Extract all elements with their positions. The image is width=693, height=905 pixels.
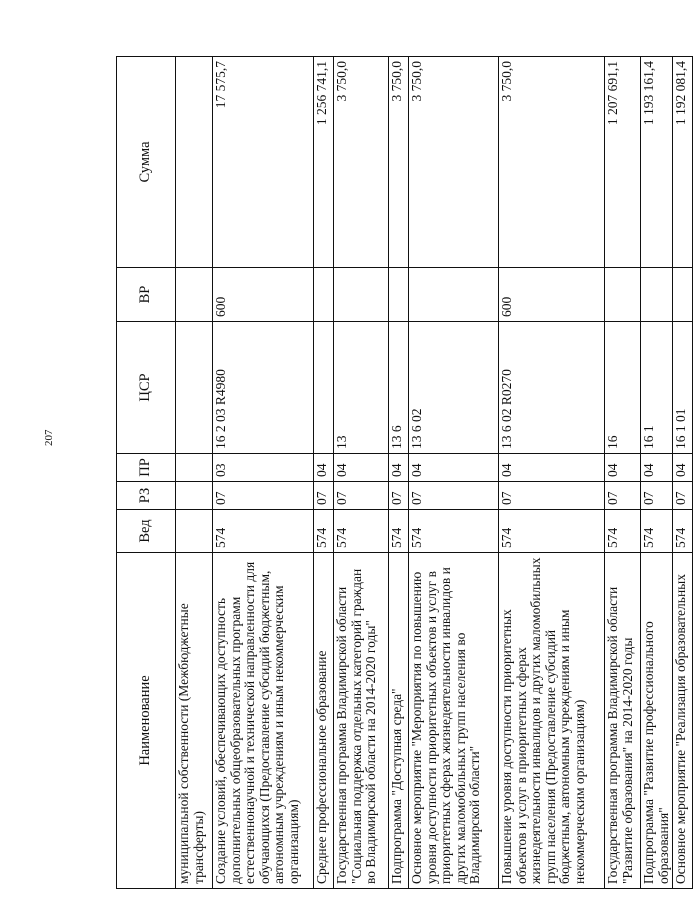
row-vr xyxy=(641,268,673,322)
row-pr xyxy=(176,454,213,482)
row-ved: 574 xyxy=(389,510,409,553)
row-rz xyxy=(176,482,213,510)
row-name: Государственная программа Владимирской области "Социальная поддержка отдельных категорий граждан во Владимирской области на 2014-2020 годы" xyxy=(334,553,389,889)
row-ved: 574 xyxy=(314,510,334,553)
row-pr: 04 xyxy=(605,454,641,482)
row-ved: 574 xyxy=(605,510,641,553)
row-vr xyxy=(334,268,389,322)
row-vr xyxy=(314,268,334,322)
header-csr: ЦСР xyxy=(117,322,176,454)
row-name: Создание условий, обеспечивающих доступность дополнительных общеобразовательных программ естественнонаучной и технической направленности для обучающихся (Предоставление субсидий бюджетным, автономным учреждениям и иным некоммерческим организациям) xyxy=(213,553,314,889)
row-csr: 16 1 01 xyxy=(673,322,693,454)
row-rz: 07 xyxy=(314,482,334,510)
row-sum: 3 750,0 xyxy=(334,57,389,268)
table-row xyxy=(499,57,605,889)
row-csr xyxy=(314,322,334,454)
row-csr: 13 6 02 R0270 xyxy=(499,322,605,454)
row-name: Подпрограмма "Развитие профессионального образования" xyxy=(641,553,673,889)
row-name: Повышение уровня доступности приоритетных объектов и услуг в приоритетных сферах жизнедеятельности инвалидов и других маломобильных групп населения (Предоставление субсидий бюджетным, автономным учреждениям и иным некоммерческим организациям) xyxy=(499,553,605,889)
row-pr: 04 xyxy=(409,454,499,482)
row-ved xyxy=(176,510,213,553)
row-vr xyxy=(673,268,693,322)
table-row xyxy=(605,57,641,889)
row-csr xyxy=(176,322,213,454)
row-rz: 07 xyxy=(499,482,605,510)
budget-table xyxy=(116,56,693,889)
header-ved: Вед xyxy=(117,510,176,553)
row-rz: 07 xyxy=(605,482,641,510)
page-number: 207 xyxy=(43,429,55,446)
row-pr: 04 xyxy=(673,454,693,482)
row-vr: 600 xyxy=(499,268,605,322)
row-name: муниципальной собственности (Межбюджетные трансферты) xyxy=(176,553,213,889)
row-rz: 07 xyxy=(389,482,409,510)
table-row xyxy=(389,57,409,889)
table-row xyxy=(409,57,499,889)
row-sum xyxy=(176,57,213,268)
row-sum: 3 750,0 xyxy=(389,57,409,268)
row-vr: 600 xyxy=(213,268,314,322)
row-csr: 13 xyxy=(334,322,389,454)
table-row xyxy=(314,57,334,889)
row-vr xyxy=(605,268,641,322)
row-name: Среднее профессиональное образование xyxy=(314,553,334,889)
header-row xyxy=(117,57,176,889)
table-row xyxy=(213,57,314,889)
row-rz: 07 xyxy=(409,482,499,510)
row-pr: 04 xyxy=(334,454,389,482)
row-sum: 1 193 161,4 xyxy=(641,57,673,268)
row-name: Основное мероприятие "Реализация образовательных xyxy=(673,553,693,889)
table-row xyxy=(673,57,693,889)
row-pr: 04 xyxy=(314,454,334,482)
table-row xyxy=(334,57,389,889)
row-ved: 574 xyxy=(673,510,693,553)
row-vr xyxy=(176,268,213,322)
header-name: Наименование xyxy=(117,553,176,889)
row-csr: 13 6 02 xyxy=(409,322,499,454)
table-row xyxy=(641,57,673,889)
header-pr: ПР xyxy=(117,454,176,482)
row-csr: 16 2 03 R4980 xyxy=(213,322,314,454)
row-sum: 1 192 081,4 xyxy=(673,57,693,268)
row-vr xyxy=(409,268,499,322)
row-ved: 574 xyxy=(213,510,314,553)
row-ved: 574 xyxy=(409,510,499,553)
row-vr xyxy=(389,268,409,322)
row-sum: 1 207 691,1 xyxy=(605,57,641,268)
row-sum: 3 750,0 xyxy=(409,57,499,268)
row-ved: 574 xyxy=(499,510,605,553)
row-pr: 04 xyxy=(641,454,673,482)
row-rz: 07 xyxy=(641,482,673,510)
row-rz: 07 xyxy=(673,482,693,510)
row-ved: 574 xyxy=(334,510,389,553)
row-csr: 13 6 xyxy=(389,322,409,454)
row-csr: 16 xyxy=(605,322,641,454)
row-pr: 04 xyxy=(389,454,409,482)
row-pr: 03 xyxy=(213,454,314,482)
table-row xyxy=(176,57,213,889)
header-sum: Сумма xyxy=(117,57,176,268)
header-rz: РЗ xyxy=(117,482,176,510)
row-name: Подпрограмма "Доступная среда" xyxy=(389,553,409,889)
row-csr: 16 1 xyxy=(641,322,673,454)
row-name: Государственная программа Владимирской области "Развитие образования" на 2014-2020 годы xyxy=(605,553,641,889)
row-ved: 574 xyxy=(641,510,673,553)
rotated-table-wrapper xyxy=(116,57,689,889)
row-sum: 17 575,7 xyxy=(213,57,314,268)
row-sum: 1 256 741,1 xyxy=(314,57,334,268)
row-name: Основное мероприятие "Мероприятия по повышению уровня доступности приоритетных объектов и услуг в приоритетных сферах жизнедеятельности инвалидов и других маломобильных групп населения во Владимирской области" xyxy=(409,553,499,889)
row-pr: 04 xyxy=(499,454,605,482)
row-sum: 3 750,0 xyxy=(499,57,605,268)
row-rz: 07 xyxy=(334,482,389,510)
header-vr: ВР xyxy=(117,268,176,322)
row-rz: 07 xyxy=(213,482,314,510)
